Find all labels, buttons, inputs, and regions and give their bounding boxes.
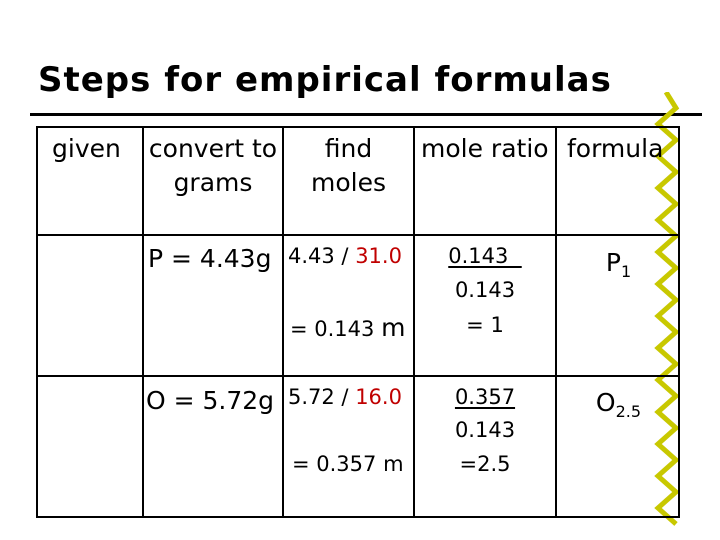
row-p-moles-calc [288, 244, 402, 268]
row-o-ratio-result: =2.5 [459, 452, 511, 476]
row-o-ratio-denominator: 0.143 [454, 418, 516, 442]
row-o-mass: 5.72 / [288, 385, 356, 409]
grid-line [555, 126, 557, 518]
row-p-formula [557, 248, 680, 281]
header-find-line2: moles [311, 168, 386, 197]
row-p-ratio-numerator: 0.143 [448, 244, 522, 268]
row-o-subscript: 2.5 [615, 402, 642, 421]
row-p-molar-mass: 31.0 [355, 244, 402, 268]
header-convert-line1: convert to [148, 134, 278, 163]
title-underline [30, 113, 702, 116]
slide-title: Steps for empirical formulas [38, 60, 612, 100]
row-o-formula [557, 388, 680, 421]
header-find-line1: find [324, 134, 373, 163]
row-p-moles-unit: m [381, 313, 406, 342]
row-o-element: O [595, 388, 616, 417]
row-o-molar-mass: 16.0 [355, 385, 402, 409]
row-p-grams: P = 4.43g [148, 244, 272, 273]
row-o-ratio-numerator: 0.357 [454, 385, 516, 409]
row-p-mass: 4.43 / [288, 244, 356, 268]
header-formula: formula [567, 134, 664, 163]
row-p-moles-value: = 0.143 [290, 317, 382, 341]
header-mole-ratio: mole ratio [421, 134, 549, 163]
grid-line [36, 234, 680, 236]
row-p-moles-result [290, 313, 405, 342]
header-given: given [52, 134, 121, 163]
row-o-grams: O = 5.72g [146, 386, 275, 415]
header-convert-line2: grams [173, 168, 253, 197]
row-p-subscript: 1 [620, 262, 632, 281]
row-p-element: P [605, 248, 621, 277]
row-o-moles-calc [288, 385, 402, 409]
row-o-moles-result: = 0.357 m [292, 452, 404, 476]
grid-line [36, 375, 680, 377]
row-p-ratio-denominator: 0.143 [454, 278, 516, 302]
row-p-ratio-result: = 1 [466, 313, 504, 337]
